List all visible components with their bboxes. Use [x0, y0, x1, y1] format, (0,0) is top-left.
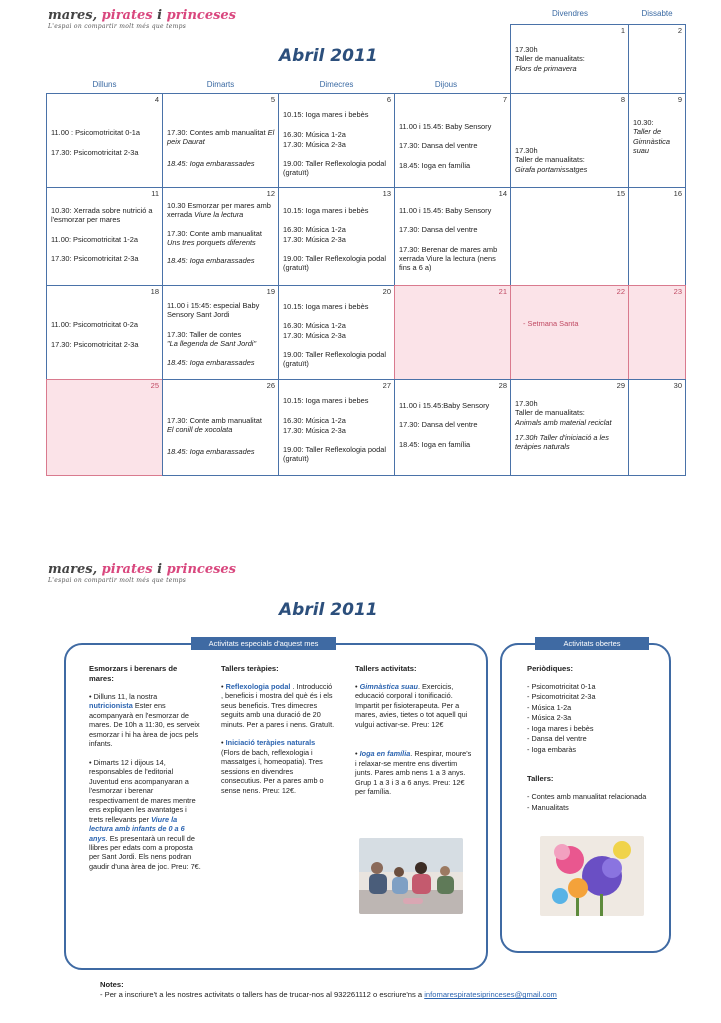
- calendar-day-4: 4 11.00 : Psicomotricitat 0-1a 17.30: Psicomotricitat 2-3a: [46, 93, 163, 188]
- weekday-header-monday: Dilluns: [92, 80, 117, 89]
- calendar-day-26: 26 17.30: Conte amb manualitat El conill de xocolata 18.45: Ioga embarassades: [162, 379, 279, 476]
- list-item: - Psicomotricitat 2-3a: [527, 692, 596, 702]
- breakfast-paragraph-2: • Dimarts 12 i dijous 14, responsables de l'editorial Juventud ens acompanyaran a l'esmorzar i berenar respectivament de mares mentre ens expliquen les avantatges i trets rellevants per Viure la lectura amb infants de 0 a 6 anys. Es presentarà un recull de llibres per edats com a proposta per Sant Jordi. Els nens podran gaudir d'una àrea de joc. Preu: 7€.: [89, 757, 201, 871]
- breakfast-heading: Esmorzars i berenars de mares:: [89, 664, 178, 683]
- calendar-day-6: 6 10.15: Ioga mares i bebès 16.30: Música 1-2a 17.30: Música 2-3a 19.00: Taller Reflexologia podal (gratuït): [278, 93, 395, 188]
- calendar-day-23: 23: [628, 285, 686, 380]
- calendar-day-29: 29 17.30h Taller de manualitats: Animals amb material reciclat 17.30h Taller d'iniciació a les teràpies naturals: [510, 379, 629, 476]
- email-link[interactable]: infomarespiratesiprinceses@gmail.com: [424, 990, 557, 1000]
- calendar-day-25: 25: [46, 379, 163, 476]
- calendar-day-28: 28 11.00 i 15.45:Baby Sensory 17.30: Dansa del ventre 18.45: Ioga en família: [394, 379, 511, 476]
- list-item: - Música 1-2a: [527, 702, 572, 712]
- therapy-paragraph-2: • Iniciació teràpies naturals (Flors de bach, reflexologia i massatges i, homeopatia). Tres sessions en divendres consecutius. Per a pares amb o sense nens. Preu: 12€.: [221, 738, 324, 795]
- logo: mares, pirates i princeses L'espai on compartir molt més que temps: [48, 8, 237, 30]
- activities-heading: Tallers activitats:: [355, 664, 417, 673]
- notes-text: - Per a inscriure't a les nostres activitats o tallers has de trucar-nos al 932261112 o escriure'ns a infomarespiratesiprinceses@gmail.com: [100, 990, 557, 1000]
- list-item: - Manualitats: [527, 802, 569, 812]
- calendar-day-13: 13 10.15: Ioga mares i bebès 16.30: Música 1-2a 17.30: Música 2-3a 19.00: Taller Reflexologia podal (gratuït): [278, 187, 395, 286]
- calendar-day-14: 14 11.00 i 15.45: Baby Sensory 17.30: Dansa del ventre 17.30: Berenar de mares amb xerrada Viure la lectura (nens fins a 6 a): [394, 187, 511, 286]
- therapy-workshops-column: [221, 664, 335, 804]
- calendar-day-15: 15: [510, 187, 629, 286]
- calendar-day-18: 18 11.00: Psicomotricitat 0-2a 17.30: Psicomotricitat 2-3a: [46, 285, 163, 380]
- weekday-header-thursday: Dijous: [434, 80, 458, 89]
- calendar-day-9: 9 10.30: Taller de Gimnàstica suau: [628, 93, 686, 188]
- list-item: - Ioga mares i bebès: [527, 723, 594, 733]
- open-activities-tab: Activitats obertes: [535, 637, 649, 650]
- calendar-day-22: 22 - Setmana Santa: [510, 285, 629, 380]
- activities-paragraph-1: • Gimnàstica suau. Exercicis, educació corporal i tonificació. Impartit per fisioterapeuta. Per a mares, avies, tietes o tot aquell qui vulgui activar-se. Preu: 12€: [355, 681, 468, 729]
- calendar-day-20: 20 10.15: Ioga mares i bebès 16.30: Música 1-2a 17.30: Música 2-3a 19.00: Taller Reflexologia podal (gratuït): [278, 285, 395, 380]
- periodic-heading: Periòdiques:: [527, 664, 573, 673]
- activities-paragraph-2: • Ioga en família. Respirar, moure's i relaxar-se mentre ens divertim junts. Pares amb nens 1 a 3 anys. Grup 1 a 3 i 3 a 6 anys. Preu: 12€ per família.: [355, 749, 472, 797]
- list-item: - Psicomotricitat 0-1a: [527, 681, 596, 691]
- breakfast-column: [89, 664, 201, 880]
- notes-section: [100, 980, 557, 1001]
- weekday-header-wednesday: Dimecres: [319, 80, 354, 89]
- weekday-header-saturday: Dissabte: [641, 9, 673, 18]
- therapy-paragraph-1: • Reflexologia podal . Introducció , beneficis i mostra del què és i els seus beneficis. Tres dimecres seguits amb una duració de 20 minuts. Per a pares i nens. Gratuït.: [221, 681, 335, 729]
- weekday-header-tuesday: Dimarts: [206, 80, 235, 89]
- workshops-list: [527, 792, 667, 812]
- holiday-label: - Setmana Santa: [523, 319, 579, 328]
- calendar-day-11: 11 10.30: Xerrada sobre nutrició a l'esmorzar per mares 11.00: Psicomotricitat 1-2a 17.30: Psicomotricitat 2-3a: [46, 187, 163, 286]
- therapy-heading: Tallers teràpies:: [221, 664, 279, 673]
- workshops-heading: Tallers:: [527, 774, 554, 784]
- list-item: - Contes amb manualitat relacionada: [527, 792, 647, 802]
- breakfast-paragraph-1: • Dilluns 11, la nostra nutricionista Ester ens acompanyarà en l'esmorzar de mares. De 10h a 11:30, es serveix esmorzar i hi ha àrea de jocs pels infants.: [89, 691, 200, 749]
- calendar-day-1: 1 17.30h Taller de manualitats: Flors de primavera: [510, 24, 629, 94]
- calendar-day-5: 5 17.30: Contes amb manualitat El peix Daurat 18.45: Ioga embarassades: [162, 93, 279, 188]
- crafts-photo: [540, 836, 644, 916]
- calendar-day-21: 21: [394, 285, 511, 380]
- list-item: - Dansa del ventre: [527, 734, 587, 744]
- calendar-day-2: 2: [628, 24, 686, 94]
- periodic-list: [527, 682, 667, 754]
- calendar-day-8: 8 17.30h Taller de manualitats: Girafa portamissatges: [510, 93, 629, 188]
- logo-page2: mares, pirates i princeses L'espai on compartir molt més que temps: [48, 562, 237, 584]
- calendar-day-27: 27 10.15: Ioga mares i bebes 16.30: Música 1-2a 17.30: Música 2-3a 19.00: Taller Reflexologia podal (gratuït): [278, 379, 395, 476]
- list-item: - Ioga embaràs: [527, 744, 577, 754]
- calendar-day-12: 12 10.30 Esmorzar per mares amb xerrada Viure la lectura 17.30: Conte amb manualitat Uns tres porquets diferents 18.45: Ioga embarassades: [162, 187, 279, 286]
- special-activities-tab: Activitats especials d'aquest mes: [191, 637, 336, 650]
- open-activities-column: [527, 664, 667, 813]
- notes-heading: Notes:: [100, 980, 124, 989]
- calendar-day-19: 19 11.00 i 15:45: especial Baby Sensory Sant Jordi 17.30: Taller de contes "La llegenda de Sant Jordi" 18.45: Ioga embarassades: [162, 285, 279, 380]
- calendar-day-30: 30: [628, 379, 686, 476]
- calendar-day-7: 7 11.00 i 15.45: Baby Sensory 17.30: Dansa del ventre 18.45: Ioga en família: [394, 93, 511, 188]
- logo-tagline: L'espai on compartir molt més que temps: [48, 577, 187, 584]
- list-item: - Música 2-3a: [527, 713, 572, 723]
- weekday-header-friday: Divendres: [551, 9, 588, 18]
- activities-title: Abril 2011: [279, 600, 378, 620]
- activity-workshops-column: [355, 664, 473, 806]
- logo-tagline: L'espai on compartir molt més que temps: [48, 23, 187, 30]
- calendar-day-16: 16: [628, 187, 686, 286]
- calendar-title: Abril 2011: [279, 46, 378, 66]
- family-yoga-photo: [359, 838, 463, 914]
